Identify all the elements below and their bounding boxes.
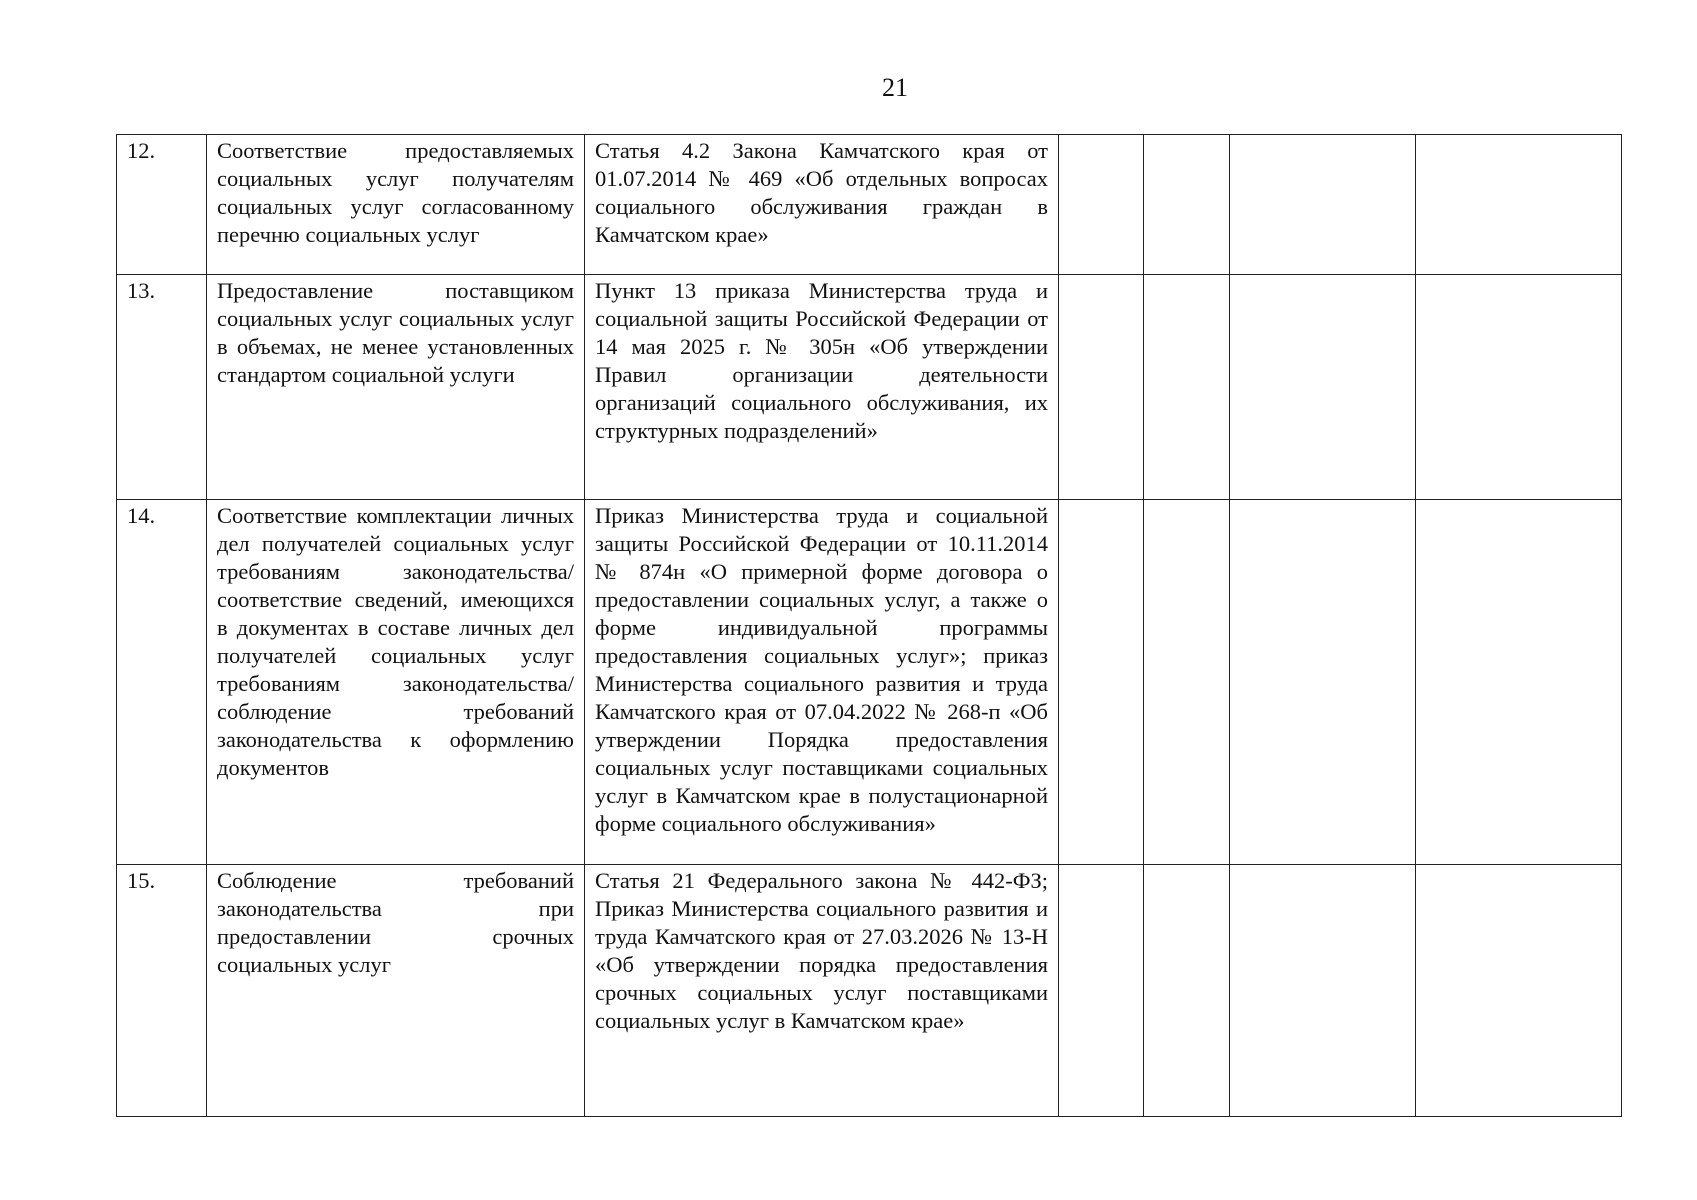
empty-cell xyxy=(1144,500,1230,865)
legal-basis-cell: Статья 21 Федерального закона № 442-ФЗ; Приказ Министерства социального развития и труда Камчатского края от 27.03.2026 № 13-Н «Об утверждении порядка предоставления срочных социальных услуг поставщиками социальных услуг в Камчатском крае» xyxy=(585,865,1059,1117)
criterion-cell: Соответствие комплектации личных дел получателей социальных услуг требованиям законодательства/соответствие сведений, имеющихся в документах в составе личных дел получателей социальных услуг требованиям законодательства/ соблюдение требований законодательства к оформлению документов xyxy=(207,500,585,865)
empty-cell xyxy=(1416,275,1622,500)
row-number: 12. xyxy=(117,135,207,275)
row-number: 14. xyxy=(117,500,207,865)
page-number: 21 xyxy=(882,73,908,102)
legal-basis-cell: Приказ Министерства труда и социальной защиты Российской Федерации от 10.11.2014 № 874н «О примерной форме договора о предоставлении социальных услуг, а также о форме индивидуальной программы предоставления социальных услуг»; приказ Министерства социального развития и труда Камчатского края от 07.04.2022 № 268-п «Об утверждении Порядка предоставления социальных услуг поставщиками социальных услуг в Камчатском крае в полустационарной форме социального обслуживания» xyxy=(585,500,1059,865)
empty-cell xyxy=(1416,865,1622,1117)
table-row xyxy=(117,275,1622,500)
table-row xyxy=(117,865,1622,1117)
table-row xyxy=(117,135,1622,275)
criterion-cell: Соблюдение требований законодательства при предоставлении срочных социальных услуг xyxy=(207,865,585,1117)
empty-cell xyxy=(1230,865,1416,1117)
empty-cell xyxy=(1059,865,1144,1117)
empty-cell xyxy=(1144,135,1230,275)
table-row xyxy=(117,500,1622,865)
empty-cell xyxy=(1416,500,1622,865)
inspection-checklist-table xyxy=(116,134,1622,1117)
empty-cell xyxy=(1144,865,1230,1117)
empty-cell xyxy=(1230,135,1416,275)
legal-basis-cell: Пункт 13 приказа Министерства труда и социальной защиты Российской Федерации от 14 мая 2025 г. № 305н «Об утверждении Правил организации деятельности организаций социального обслуживания, их структурных подразделений» xyxy=(585,275,1059,500)
row-number: 15. xyxy=(117,865,207,1117)
criterion-cell: Предоставление поставщиком социальных услуг социальных услуг в объемах, не менее установленных стандартом социальной услуги xyxy=(207,275,585,500)
empty-cell xyxy=(1059,135,1144,275)
empty-cell xyxy=(1230,275,1416,500)
row-number: 13. xyxy=(117,275,207,500)
empty-cell xyxy=(1059,500,1144,865)
empty-cell xyxy=(1144,275,1230,500)
empty-cell xyxy=(1416,135,1622,275)
legal-basis-cell: Статья 4.2 Закона Камчатского края от 01.07.2014 № 469 «Об отдельных вопросах социального обслуживания граждан в Камчатском крае» xyxy=(585,135,1059,275)
criterion-cell: Соответствие предоставляемых социальных услуг получателям социальных услуг согласованному перечню социальных услуг xyxy=(207,135,585,275)
empty-cell xyxy=(1059,275,1144,500)
empty-cell xyxy=(1230,500,1416,865)
